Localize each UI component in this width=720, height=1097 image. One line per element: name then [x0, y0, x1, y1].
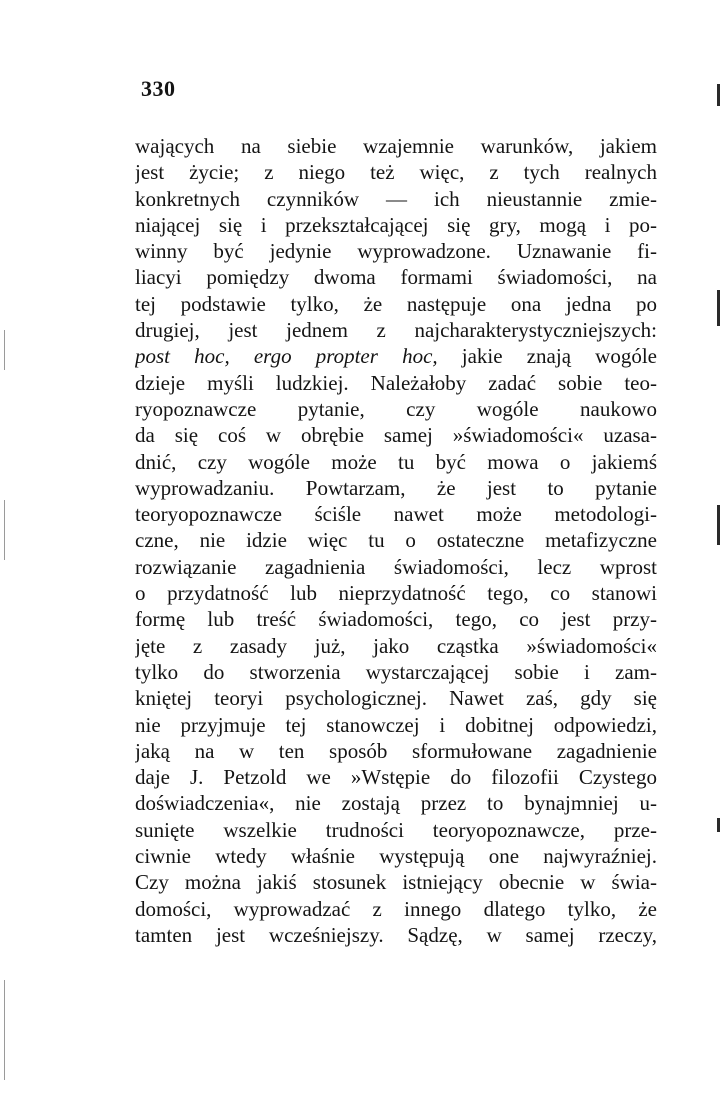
latin-phrase: post hoc, ergo propter hoc,	[135, 344, 438, 369]
text-line-rest: jakie znają wogóle	[437, 344, 657, 369]
text-line: Czy można jakiś stosunek istniejący obecnie w świa-	[135, 870, 657, 895]
page-number: 330	[141, 76, 176, 101]
text-line-with-latin-phrase	[135, 343, 657, 369]
text-line: wyprowadzaniu. Powtarzam, że jest to pytanie	[135, 475, 657, 500]
scan-speck	[4, 980, 5, 1080]
text-line: wających na siebie wzajemnie warunków, jakiem	[135, 134, 657, 158]
text-line: rozwiązanie zagadnienia świadomości, lecz wprost	[135, 554, 657, 579]
text-line: tej podstawie tylko, że następuje ona jedna po	[135, 291, 657, 316]
scan-speck	[4, 500, 5, 560]
text-line: daje J. Petzold we »Wstępie do filozofii Czystego	[135, 765, 657, 790]
text-line: winny być jedynie wyprowadzone. Uznawanie fi-	[135, 239, 657, 264]
text-line: czne, nie idzie więc tu o ostateczne metafizyczne	[135, 528, 657, 553]
text-line: ryopoznawcze pytanie, czy wogóle naukowo	[135, 396, 657, 421]
body-text	[135, 133, 657, 948]
text-line: sunięte wszelkie trudności teoryopoznawcze, prze-	[135, 817, 657, 842]
text-line: tylko do stworzenia wystarczającej sobie i zam-	[135, 659, 657, 684]
text-line: konkretnych czynników — ich nieustannie zmie-	[135, 186, 657, 211]
text-line: da się coś w obrębie samej »świadomości« uzasa-	[135, 423, 657, 448]
text-line: jęte z zasady już, jako cząstka »świadomości«	[135, 633, 657, 658]
text-line: o przydatność lub nieprzydatność tego, co stanowi	[135, 581, 657, 606]
text-line: drugiej, jest jednem z najcharakterystyczniejszych:	[135, 318, 657, 343]
text-line: formę lub treść świadomości, tego, co jest przy-	[135, 607, 657, 632]
text-line: dzieje myśli ludzkiej. Należałoby zadać sobie teo-	[135, 370, 657, 395]
text-line: jaką na w ten sposób sformułowane zagadnienie	[135, 738, 657, 763]
text-line: jest życie; z niego też więc, z tych realnych	[135, 160, 657, 185]
text-line: domości, wyprowadzać z innego dlatego tylko, że	[135, 896, 657, 921]
scan-speck	[4, 330, 5, 370]
text-line: niającej się i przekształcającej się gry, mogą i po-	[135, 212, 657, 237]
text-line: kniętej teoryi psychologicznej. Nawet zaś, gdy się	[135, 686, 657, 711]
text-line: teoryopoznawcze ściśle nawet może metodologi-	[135, 502, 657, 527]
text-line: ciwnie wtedy właśnie występują one najwyraźniej.	[135, 844, 657, 869]
text-line: tamten jest wcześniejszy. Sądzę, w samej rzeczy,	[135, 922, 657, 947]
text-line: doświadczenia«, nie zostają przez to bynajmniej u-	[135, 791, 657, 816]
text-line: liacyi pomiędzy dwoma formami świadomości, na	[135, 265, 657, 290]
text-line: dnić, czy wogóle może tu być mowa o jakiemś	[135, 449, 657, 474]
text-line: nie przyjmuje tej stanowczej i dobitnej odpowiedzi,	[135, 712, 657, 737]
